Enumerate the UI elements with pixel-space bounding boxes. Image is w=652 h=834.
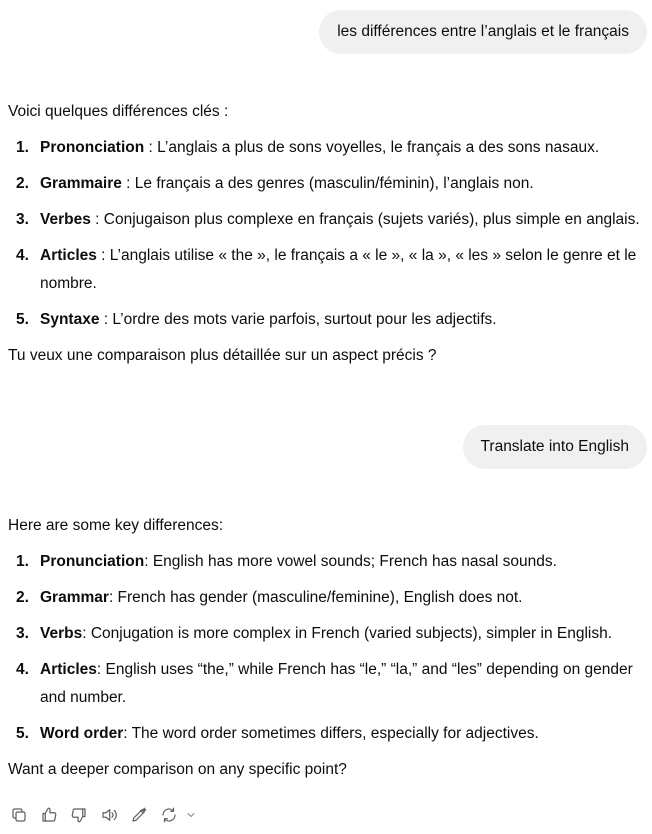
- list-item: [8, 306, 644, 334]
- list-text: : L’anglais utilise « the », le français a « le », « la », « les » selon le genre et le nombre.: [40, 247, 637, 292]
- list-number: 2.: [16, 589, 29, 606]
- user-message-text: Translate into English: [480, 438, 629, 455]
- list-term: Articles: [40, 247, 97, 264]
- list-term: Word order: [40, 725, 124, 742]
- list-item: [8, 584, 644, 612]
- edit-icon[interactable]: [128, 804, 150, 826]
- user-message-bubble: [463, 425, 647, 469]
- list-text: : L’ordre des mots varie parfois, surtout pour les adjectifs.: [99, 311, 497, 328]
- list-text: : The word order sometimes differs, especially for adjectives.: [123, 725, 539, 742]
- list-number: 2.: [16, 175, 29, 192]
- copy-icon[interactable]: [8, 804, 30, 826]
- list-text: : English has more vowel sounds; French has nasal sounds.: [144, 553, 557, 570]
- user-message-bubble: [319, 10, 647, 54]
- list-term: Verbs: [40, 625, 83, 642]
- assistant-message: [8, 98, 644, 370]
- list-number: 5.: [16, 725, 29, 742]
- list-number: 5.: [16, 311, 29, 328]
- list-text: : English uses “the,” while French has “le,” “la,” and “les” depending on gender and number.: [40, 661, 633, 706]
- list-item: [8, 620, 644, 648]
- assistant-outro: Tu veux une comparaison plus détaillée sur un aspect précis ?: [8, 347, 437, 364]
- list-term: Prononciation: [40, 139, 145, 156]
- list-term: Articles: [40, 661, 97, 678]
- read-aloud-icon[interactable]: [98, 804, 120, 826]
- assistant-outro: Want a deeper comparison on any specific point?: [8, 761, 347, 778]
- list-item: [8, 548, 644, 576]
- list-number: 4.: [16, 247, 29, 264]
- list-text: : L’anglais a plus de sons voyelles, le français a des sons nasaux.: [144, 139, 600, 156]
- list-text: : Conjugaison plus complexe en français (sujets variés), plus simple en anglais.: [90, 211, 640, 228]
- thumbs-down-icon[interactable]: [68, 804, 90, 826]
- differences-list: [8, 548, 644, 748]
- assistant-intro: Voici quelques différences clés :: [8, 103, 229, 120]
- list-item: [8, 134, 644, 162]
- assistant-intro: Here are some key differences:: [8, 517, 224, 534]
- list-item: [8, 170, 644, 198]
- list-term: Syntaxe: [40, 311, 100, 328]
- list-item: [8, 242, 644, 298]
- list-number: 1.: [16, 553, 29, 570]
- list-number: 1.: [16, 139, 29, 156]
- list-number: 3.: [16, 211, 29, 228]
- list-number: 4.: [16, 661, 29, 678]
- regenerate-control[interactable]: [158, 804, 202, 826]
- assistant-message: [8, 512, 644, 784]
- list-term: Grammar: [40, 589, 109, 606]
- list-text: : Le français a des genres (masculin/féminin), l’anglais non.: [121, 175, 534, 192]
- chevron-down-icon[interactable]: [180, 804, 202, 826]
- differences-list: [8, 134, 644, 334]
- list-number: 3.: [16, 625, 29, 642]
- list-text: : Conjugation is more complex in French (varied subjects), simpler in English.: [82, 625, 613, 642]
- list-item: [8, 206, 644, 234]
- list-item: [8, 720, 644, 748]
- user-message-text: les différences entre l’anglais et le français: [337, 23, 629, 40]
- list-term: Pronunciation: [40, 553, 145, 570]
- regenerate-icon[interactable]: [158, 804, 180, 826]
- message-action-bar: [8, 802, 202, 828]
- list-text: : French has gender (masculine/feminine), English does not.: [108, 589, 523, 606]
- list-item: [8, 656, 644, 712]
- list-term: Grammaire: [40, 175, 122, 192]
- thumbs-up-icon[interactable]: [38, 804, 60, 826]
- list-term: Verbes: [40, 211, 91, 228]
